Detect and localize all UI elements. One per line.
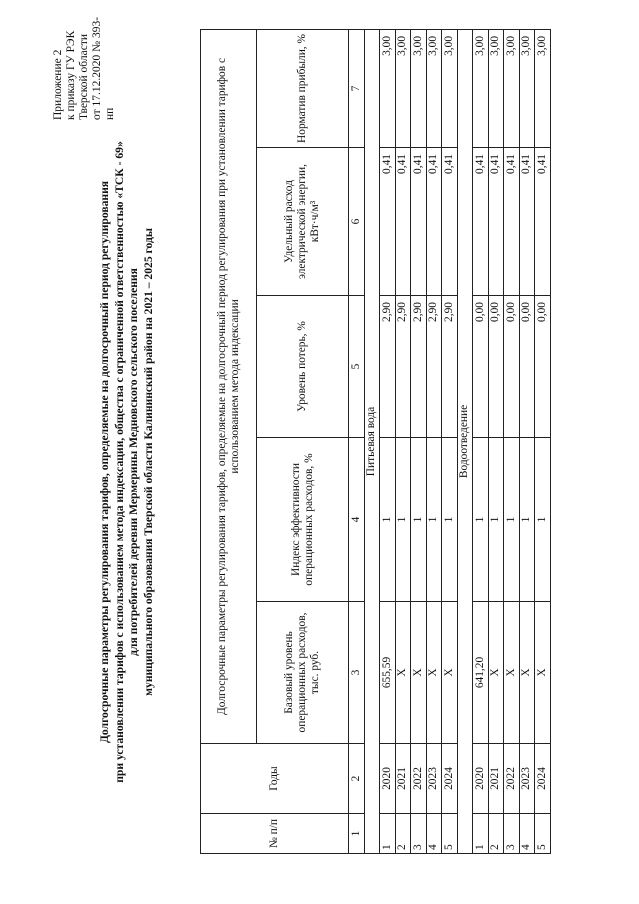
cell-efficiency-index: 1 — [442, 438, 458, 602]
cell-energy-consumption: 0,41 — [504, 148, 520, 296]
cell-profit-norm: 3,00 — [473, 29, 489, 147]
numbering-cell: 6 — [349, 148, 365, 296]
cell-base-level: Х — [519, 602, 535, 744]
cell-energy-consumption: 0,41 — [473, 148, 489, 296]
cell-base-level: Х — [488, 602, 504, 744]
header-group: Долгосрочные параметры регулирования тарифов, определяемые на долгосрочный период регулирования при установлении тарифов с использованием метода индексации — [201, 29, 257, 743]
cell-profit-norm: 3,00 — [442, 29, 458, 147]
numbering-cell: 2 — [349, 744, 365, 814]
cell-year: 2024 — [442, 744, 458, 814]
cell-number: 2 — [488, 814, 504, 854]
table-row — [535, 29, 551, 853]
cell-base-level: Х — [535, 602, 551, 744]
section-row — [457, 29, 473, 853]
cell-base-level: 641,20 — [473, 602, 489, 744]
title-line-4: муниципального образования Тверской области Калининский район на 2021 – 2025 годы — [141, 228, 155, 696]
cell-profit-norm: 3,00 — [535, 29, 551, 147]
numbering-cell: 4 — [349, 438, 365, 602]
cell-efficiency-index: 1 — [488, 438, 504, 602]
table-row — [504, 29, 520, 853]
cell-profit-norm: 3,00 — [488, 29, 504, 147]
cell-year: 2020 — [473, 744, 489, 814]
cell-loss-level: 0,00 — [519, 296, 535, 438]
title-line-1: Долгосрочные параметры регулирования тарифов, определяемые на долгосрочный период регулирования — [98, 180, 111, 744]
cell-year: 2022 — [504, 744, 520, 814]
cell-energy-consumption: 0,41 — [488, 148, 504, 296]
cell-loss-level: 2,90 — [380, 296, 396, 438]
numbering-cell: 3 — [349, 602, 365, 744]
section-row — [364, 29, 380, 853]
cell-profit-norm: 3,00 — [395, 29, 411, 147]
cell-loss-level: 2,90 — [426, 296, 442, 438]
numbering-cell: 1 — [349, 814, 365, 854]
cell-energy-consumption: 0,41 — [426, 148, 442, 296]
cell-year: 2023 — [426, 744, 442, 814]
cell-loss-level: 0,00 — [473, 296, 489, 438]
table-row — [395, 29, 411, 853]
numbering-cell: 7 — [349, 29, 365, 147]
cell-base-level: Х — [411, 602, 427, 744]
cell-efficiency-index: 1 — [426, 438, 442, 602]
table-row — [380, 29, 396, 853]
cell-energy-consumption: 0,41 — [395, 148, 411, 296]
table-row — [519, 29, 535, 853]
cell-loss-level: 0,00 — [504, 296, 520, 438]
cell-year: 2024 — [535, 744, 551, 814]
cell-efficiency-index: 1 — [395, 438, 411, 602]
cell-efficiency-index: 1 — [380, 438, 396, 602]
table-row — [411, 29, 427, 853]
cell-energy-consumption: 0,41 — [519, 148, 535, 296]
header-loss-level: Уровень потерь, % — [257, 296, 349, 438]
cell-year: 2021 — [395, 744, 411, 814]
cell-base-level: Х — [504, 602, 520, 744]
cell-energy-consumption: 0,41 — [411, 148, 427, 296]
appendix-line-1: Приложение 2 — [52, 49, 64, 120]
cell-profit-norm: 3,00 — [504, 29, 520, 147]
cell-profit-norm: 3,00 — [411, 29, 427, 147]
title-line-3: для потребителей деревни Мермерины Медновского сельского поселения — [127, 268, 140, 656]
numbering-cell: 5 — [349, 296, 365, 438]
cell-number: 1 — [473, 814, 489, 854]
title-line-2: при установлении тарифов с использованием метода индексации, общества с ограниченной ответственностью «ТСК - 69» — [112, 141, 126, 783]
section-title-wastewater: Водоотведение — [457, 29, 473, 853]
cell-year: 2022 — [411, 744, 427, 814]
cell-year: 2020 — [380, 744, 396, 814]
table-row — [442, 29, 458, 853]
parameters-table — [200, 29, 551, 854]
header-efficiency-index: Индекс эффективности операционных расходов, % — [257, 438, 349, 602]
cell-loss-level: 2,90 — [442, 296, 458, 438]
cell-energy-consumption: 0,41 — [380, 148, 396, 296]
header-number: № п/п — [201, 814, 349, 854]
cell-loss-level: 0,00 — [535, 296, 551, 438]
cell-efficiency-index: 1 — [519, 438, 535, 602]
table-row — [473, 29, 489, 853]
section-title-drinking-water: Питьевая вода — [364, 29, 380, 853]
appendix-line-2: к приказу ГУ РЭК Тверской области — [65, 30, 90, 120]
cell-loss-level: 2,90 — [411, 296, 427, 438]
cell-efficiency-index: 1 — [473, 438, 489, 602]
cell-profit-norm: 3,00 — [380, 29, 396, 147]
cell-loss-level: 2,90 — [395, 296, 411, 438]
cell-loss-level: 0,00 — [488, 296, 504, 438]
cell-number: 3 — [504, 814, 520, 854]
cell-efficiency-index: 1 — [504, 438, 520, 602]
header-profit-norm: Норматив прибыли, % — [257, 29, 349, 147]
cell-number: 4 — [426, 814, 442, 854]
cell-profit-norm: 3,00 — [519, 29, 535, 147]
cell-year: 2021 — [488, 744, 504, 814]
cell-number: 1 — [380, 814, 396, 854]
header-base-level: Базовый уровень операционных расходов, тыс. руб. — [257, 602, 349, 744]
cell-base-level: Х — [426, 602, 442, 744]
header-years: Годы — [201, 744, 349, 814]
table-row — [426, 29, 442, 853]
table-row — [488, 29, 504, 853]
cell-number: 4 — [519, 814, 535, 854]
cell-year: 2023 — [519, 744, 535, 814]
cell-efficiency-index: 1 — [535, 438, 551, 602]
appendix-line-3: от 17.12.2020 № 393-нп — [91, 16, 116, 120]
cell-energy-consumption: 0,41 — [535, 148, 551, 296]
header-energy-consumption: Удельный расход электрической энергии, кВт·ч/м³ — [257, 148, 349, 296]
cell-energy-consumption: 0,41 — [442, 148, 458, 296]
cell-number: 2 — [395, 814, 411, 854]
document-title — [98, 30, 156, 894]
cell-profit-norm: 3,00 — [426, 29, 442, 147]
cell-base-level: Х — [442, 602, 458, 744]
numbering-row — [349, 29, 365, 853]
cell-efficiency-index: 1 — [411, 438, 427, 602]
cell-base-level: Х — [395, 602, 411, 744]
cell-number: 5 — [442, 814, 458, 854]
cell-number: 3 — [411, 814, 427, 854]
cell-number: 5 — [535, 814, 551, 854]
cell-base-level: 655,59 — [380, 602, 396, 744]
